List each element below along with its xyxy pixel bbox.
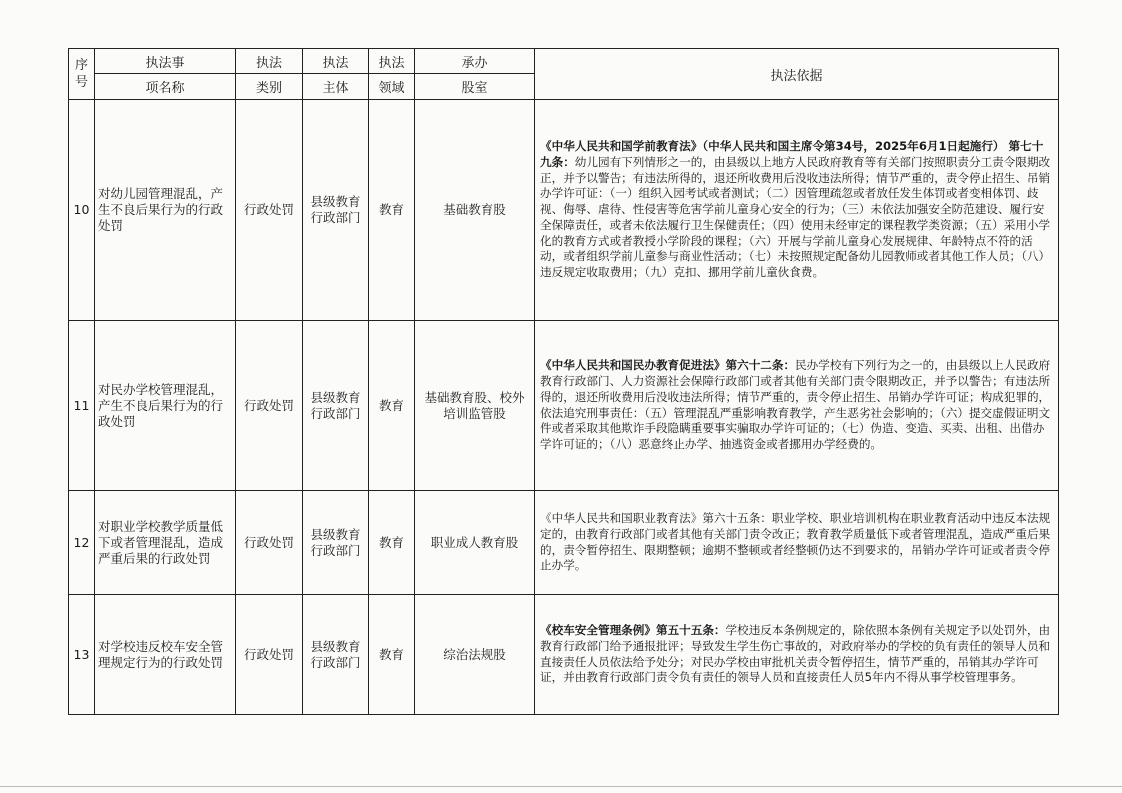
law-text: 民办学校有下列行为之一的，由县级以上人民政府教育行政部门、人力资源社会保障行政部门或者其他有关部门责令限期改正，并予以警告；有违法所得的，退还所收费用后没收违法所得；情节严重的，责令停止招生、吊销办学许可证；构成犯罪的，依法追究刑事责任：（五）管理混乱严重影响教育教学，产生恶劣社会影响的；（六）提交虚假证明文件或者采取其他欺诈手段隐瞒重要事实骗取办学许可证的；（七）伪造、变造、买卖、出租、出借办学许可证的；（八）恶意终止办学、抽逃资金或者挪用办学经费的。 [540, 358, 1051, 452]
header-dept-bottom: 股室 [415, 74, 535, 100]
row-type: 行政处罚 [236, 491, 303, 595]
row-dept: 综治法规股 [415, 595, 535, 715]
row-basis [535, 595, 1059, 715]
row-dept: 职业成人教育股 [415, 491, 535, 595]
header-basis: 执法依据 [535, 49, 1059, 100]
table-row [69, 321, 1059, 491]
row-basis [535, 321, 1059, 491]
header-subject-bottom: 主体 [303, 74, 369, 100]
header-item-top: 执法事 [95, 49, 236, 74]
row-field: 教育 [369, 595, 415, 715]
header-type-bottom: 类别 [236, 74, 303, 100]
enforcement-table [68, 48, 1059, 715]
header-seq: 序号 [69, 49, 95, 100]
row-number: 11 [69, 321, 95, 491]
table-row [69, 491, 1059, 595]
law-text: 幼儿园有下列情形之一的，由县级以上地方人民政府教育等有关部门按照职责分工责令限期改正，并予以警告；有违法所得的，退还所收费用后没收违法所得；情节严重的，责令停止招生、吊销办学许可证：（一）组织入园考试或者测试；（二）因管理疏忽或者放任发生体罚或者变相体罚、歧视、侮辱、虐待、性侵害等危害学前儿童身心安全的行为；（三）未依法加强安全防范建设、履行安全保障责任，或者未依法履行卫生保健责任；（四）使用未经审定的课程教学类资源；（五）采用小学化的教育方式或者教授小学阶段的课程；（六）开展与学前儿童身心发展规律、年龄特点不符的活动，或者组织学前儿童参与商业性活动；（七）未按照规定配备幼儿园教师或者其他工作人员；（八）违反规定收取费用；（九）克扣、挪用学前儿童伙食费。 [540, 154, 1051, 280]
row-field: 教育 [369, 100, 415, 321]
row-subject: 县级教育行政部门 [303, 321, 369, 491]
row-subject: 县级教育行政部门 [303, 491, 369, 595]
row-subject: 县级教育行政部门 [303, 100, 369, 321]
header-item-bottom: 项名称 [95, 74, 236, 100]
header-field-bottom: 领域 [369, 74, 415, 100]
row-basis [535, 100, 1059, 321]
header-dept-top: 承办 [415, 49, 535, 74]
row-dept: 基础教育股、校外培训监管股 [415, 321, 535, 491]
row-dept: 基础教育股 [415, 100, 535, 321]
page-edge-divider [0, 786, 1122, 787]
row-type: 行政处罚 [236, 595, 303, 715]
row-type: 行政处罚 [236, 321, 303, 491]
row-basis [535, 491, 1059, 595]
row-field: 教育 [369, 321, 415, 491]
row-item-name: 对职业学校教学质量低下或者管理混乱，造成严重后果的行政处罚 [95, 491, 236, 595]
header-field-top: 执法 [369, 49, 415, 74]
table-row [69, 100, 1059, 321]
law-text: 《中华人民共和国职业教育法》第六十五条：职业学校、职业培训机构在职业教育活动中违反本法规定的，由教育行政部门或者其他有关部门责令改正；教育教学质量低下或者管理混乱，造成严重后果的，责令暂停招生、限期整顿；逾期不整顿或者经整顿仍达不到要求的，吊销办学许可证或者责令停止办学。 [540, 510, 1051, 573]
header-subject-top: 执法 [303, 49, 369, 74]
row-subject: 县级教育行政部门 [303, 595, 369, 715]
law-citation: 《校车安全管理条例》第五十五条： [540, 622, 726, 637]
table-row [69, 595, 1059, 715]
row-number: 13 [69, 595, 95, 715]
row-field: 教育 [369, 491, 415, 595]
law-text: 学校违反本条例规定的，除依照本条例有关规定予以处罚外，由教育行政部门给予通报批评；导致发生学生伤亡事故的，对政府举办的学校的负有责任的领导人员和直接责任人员依法给予处分；对民办学校由审批机关责令暂停招生，情节严重的，吊销其办学许可证，并由教育行政部门责令负有责任的领导人员和直接责任人员5年内不得从事学校管理事务。 [540, 622, 1051, 685]
law-citation: 《中华人民共和国民办教育促进法》第六十二条： [540, 358, 796, 373]
row-item-name: 对幼儿园管理混乱，产生不良后果行为的行政处罚 [95, 100, 236, 321]
row-number: 10 [69, 100, 95, 321]
row-number: 12 [69, 491, 95, 595]
header-row-top [69, 49, 1059, 74]
header-type-top: 执法 [236, 49, 303, 74]
law-citation: 《中华人民共和国学前教育法》（中华人民共和国主席令第34号，2025年6月1日起施行） 第七十九条： [540, 138, 1044, 169]
row-item-name: 对民办学校管理混乱，产生不良后果行为的行政处罚 [95, 321, 236, 491]
row-type: 行政处罚 [236, 100, 303, 321]
row-item-name: 对学校违反校车安全管理规定行为的行政处罚 [95, 595, 236, 715]
